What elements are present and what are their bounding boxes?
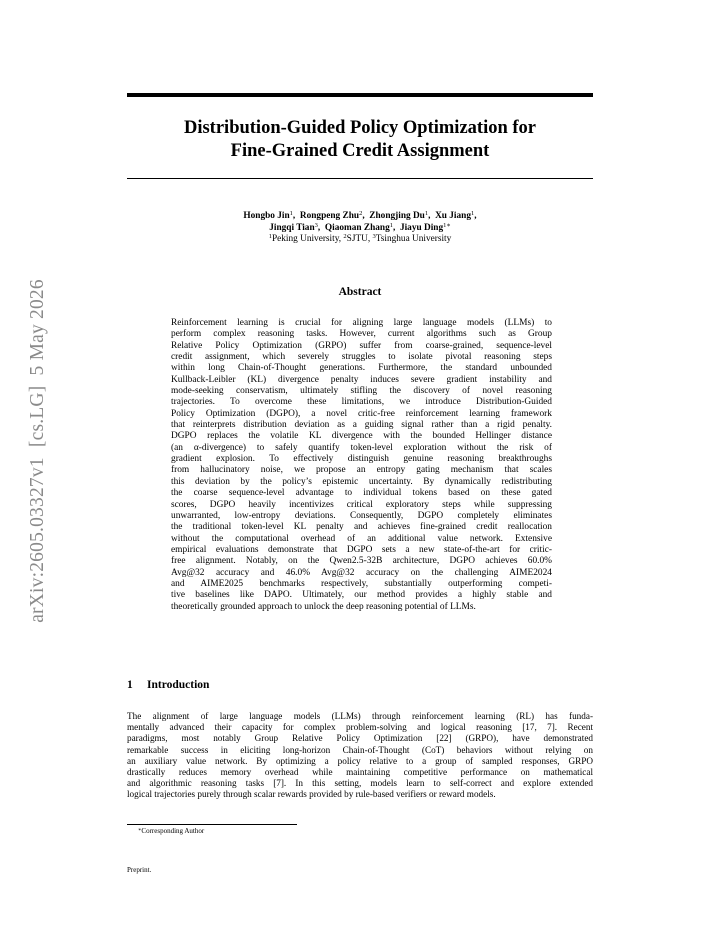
abstract-heading: Abstract <box>338 286 382 298</box>
author-affil-mark: 2 <box>359 210 363 217</box>
text-line: credit assignment, which severely struggles to isolate pivotal reasoning steps <box>171 352 552 363</box>
author-name: Rongpeng Zhu <box>299 211 360 221</box>
author-name: Jiayu Ding <box>399 222 444 233</box>
text-line: The alignment of large language models (LLMs) through reinforcement learning (RL) has funda- <box>127 711 593 721</box>
affil-mark: 1 <box>268 233 272 240</box>
arxiv-identifier: arXiv:2605.03327v1 [cs.LG] 5 May 2026 <box>27 279 48 623</box>
text-line: logical trajectories purely through scalar rewards provided by rule-based verifiers or reward models. <box>127 789 496 800</box>
abstract-body <box>171 318 552 613</box>
author-affil-mark: 3 <box>314 221 318 229</box>
title-line: Fine-Grained Credit Assignment <box>230 141 490 161</box>
text-line: free alignment. Notably, on the Qwen2.5-32B architecture, DGPO achieves 60.0% <box>171 556 552 567</box>
text-line: the coarse sequence-level advantage to individual tokens based on these gated <box>171 488 552 499</box>
author-name: Qiaoman Zhang <box>324 222 390 233</box>
text-line: tive baselines like DAPO. Ultimately, our method provides a highly stable and <box>171 590 552 601</box>
footnote-text: Corresponding Author <box>141 827 205 835</box>
text-line: theoretically grounded approach to unlock the deep reasoning potential of LLMs. <box>171 601 476 612</box>
author-name: Hongbo Jin <box>243 211 290 221</box>
author-affil-mark: 1 <box>389 221 393 229</box>
title-line: Distribution-Guided Policy Optimization for <box>183 118 536 138</box>
title-rule <box>127 178 593 179</box>
author-name: Zhongjing Du <box>369 211 425 221</box>
text-line: from hallucinatory noise, we propose an entropy gating mechanism that scales <box>171 465 552 476</box>
text-line: within long Chain-of-Thought generations. Furthermore, the standard unbounded <box>171 363 552 374</box>
text-line: unwarranted, low-entropy deviations. Consequently, DGPO completely eliminates <box>171 510 552 521</box>
text-line: Policy Optimization (DGPO), a novel critic-free reinforcement learning framework <box>171 408 552 419</box>
text-line: this deviation by the policy’s epistemic uncertainty. By dynamically redistributing <box>171 476 552 487</box>
text-line: mentally advanced their capacity for complex problem-solving and logical reasoning [17, 7]. Recent <box>127 722 593 733</box>
section-heading-introduction <box>127 679 209 691</box>
section-title: Introduction <box>147 679 210 691</box>
section-number: 1 <box>127 679 133 691</box>
author-affil-mark: 1 <box>471 210 475 217</box>
top-rule <box>127 93 593 97</box>
text-line: mode-seeking conservatism, ultimately stifling the discovery of novel reasoning <box>171 386 552 397</box>
introduction-body <box>127 711 593 801</box>
text-line: Kullback-Leibler (KL) divergence penalty induces severe gradient instability and <box>171 374 552 385</box>
text-line: scores, DGPO heavily incentivizes critical exploratory steps while suppressing <box>171 499 552 510</box>
author-affil-mark: 1∗ <box>443 221 451 229</box>
author-affil-mark: 1 <box>424 210 429 217</box>
footnote-rule <box>127 824 297 825</box>
text-line: drastically reduces memory overhead while maintaining competitive performance on mathematical <box>127 767 593 778</box>
author-affil-mark: 1 <box>289 210 293 217</box>
text-line: trajectories. To overcome these limitations, we introduce Distribution-Guided <box>171 397 552 408</box>
author-name: Xu Jiang <box>435 211 471 221</box>
paper-title <box>127 117 593 163</box>
preprint-label: Preprint. <box>127 866 152 874</box>
text-line: Reinforcement learning is crucial for aligning large language models (LLMs) to <box>171 318 552 328</box>
text-line: perform complex reasoning tasks. However, current algorithms such as Group <box>171 329 552 340</box>
author-line-2: Jingqi Tian$^3$, Qiaoman Zhang$^1$, Jiayu Ding$^{1∗}$ <box>269 221 451 233</box>
author-line-1: Hongbo Jin$^1$, Rongpeng Zhu$^2$, Zhongjing Du$^1$, Xu Jiang$^1$, <box>243 210 477 221</box>
text-line: and algorithmic reasoning tasks [7]. In this setting, models learn to self-correct and explore extended <box>127 778 593 789</box>
affiliation: Tsinghua University <box>375 234 452 244</box>
affiliations: $^1$Peking University, $^2$SJTU, $^3$Tsinghua University <box>268 233 452 244</box>
text-line: Relative Policy Optimization (GRPO) suffer from coarse-grained, sequence-level <box>171 340 552 351</box>
author-name: Jingqi Tian <box>269 222 315 233</box>
text-line: without the computational overhead of an additional value network. Extensive <box>171 533 552 544</box>
text-line: that reinterprets distribution deviation as a guiding signal rather than a rigid penalty. <box>171 420 552 431</box>
footnote-mark: ∗ <box>138 828 142 833</box>
text-line: gradient explosion. To effectively distinguish genuine reasoning breakthroughs <box>171 454 552 465</box>
text-line: and AIME2025 benchmarks respectively, substantially outperforming competi- <box>171 578 552 589</box>
affil-mark: 2 <box>343 233 347 240</box>
text-line: DGPO replaces the volatile KL divergence with the bounded Hellinger distance <box>171 431 552 442</box>
text-line: remarkable success in eliciting long-horizon Chain-of-Thought (CoT) behaviors without relying on <box>127 744 593 755</box>
text-line: paradigms, most notably Group Relative Policy Optimization [22] (GRPO), have demonstrated <box>127 733 593 744</box>
author-block <box>127 211 593 246</box>
footnote <box>138 827 204 835</box>
affiliation: SJTU <box>346 234 368 244</box>
affil-mark: 3 <box>372 233 376 240</box>
text-line: (an α-divergence) to safely quantify token-level exploration without the risk of <box>171 442 552 453</box>
text-line: Avg@32 accuracy and 46.0% Avg@32 accuracy on the challenging AIME2024 <box>171 567 552 578</box>
affiliation: Peking University <box>271 234 339 244</box>
text-line: empirical evaluations demonstrate that DGPO sets a new state-of-the-art for critic- <box>171 544 552 555</box>
text-line: an auxiliary value network. By optimizing a policy relative to a group of sampled responses, GRPO <box>127 755 593 766</box>
text-line: the traditional token-level KL penalty and achieves fine-grained credit reallocation <box>171 522 552 533</box>
